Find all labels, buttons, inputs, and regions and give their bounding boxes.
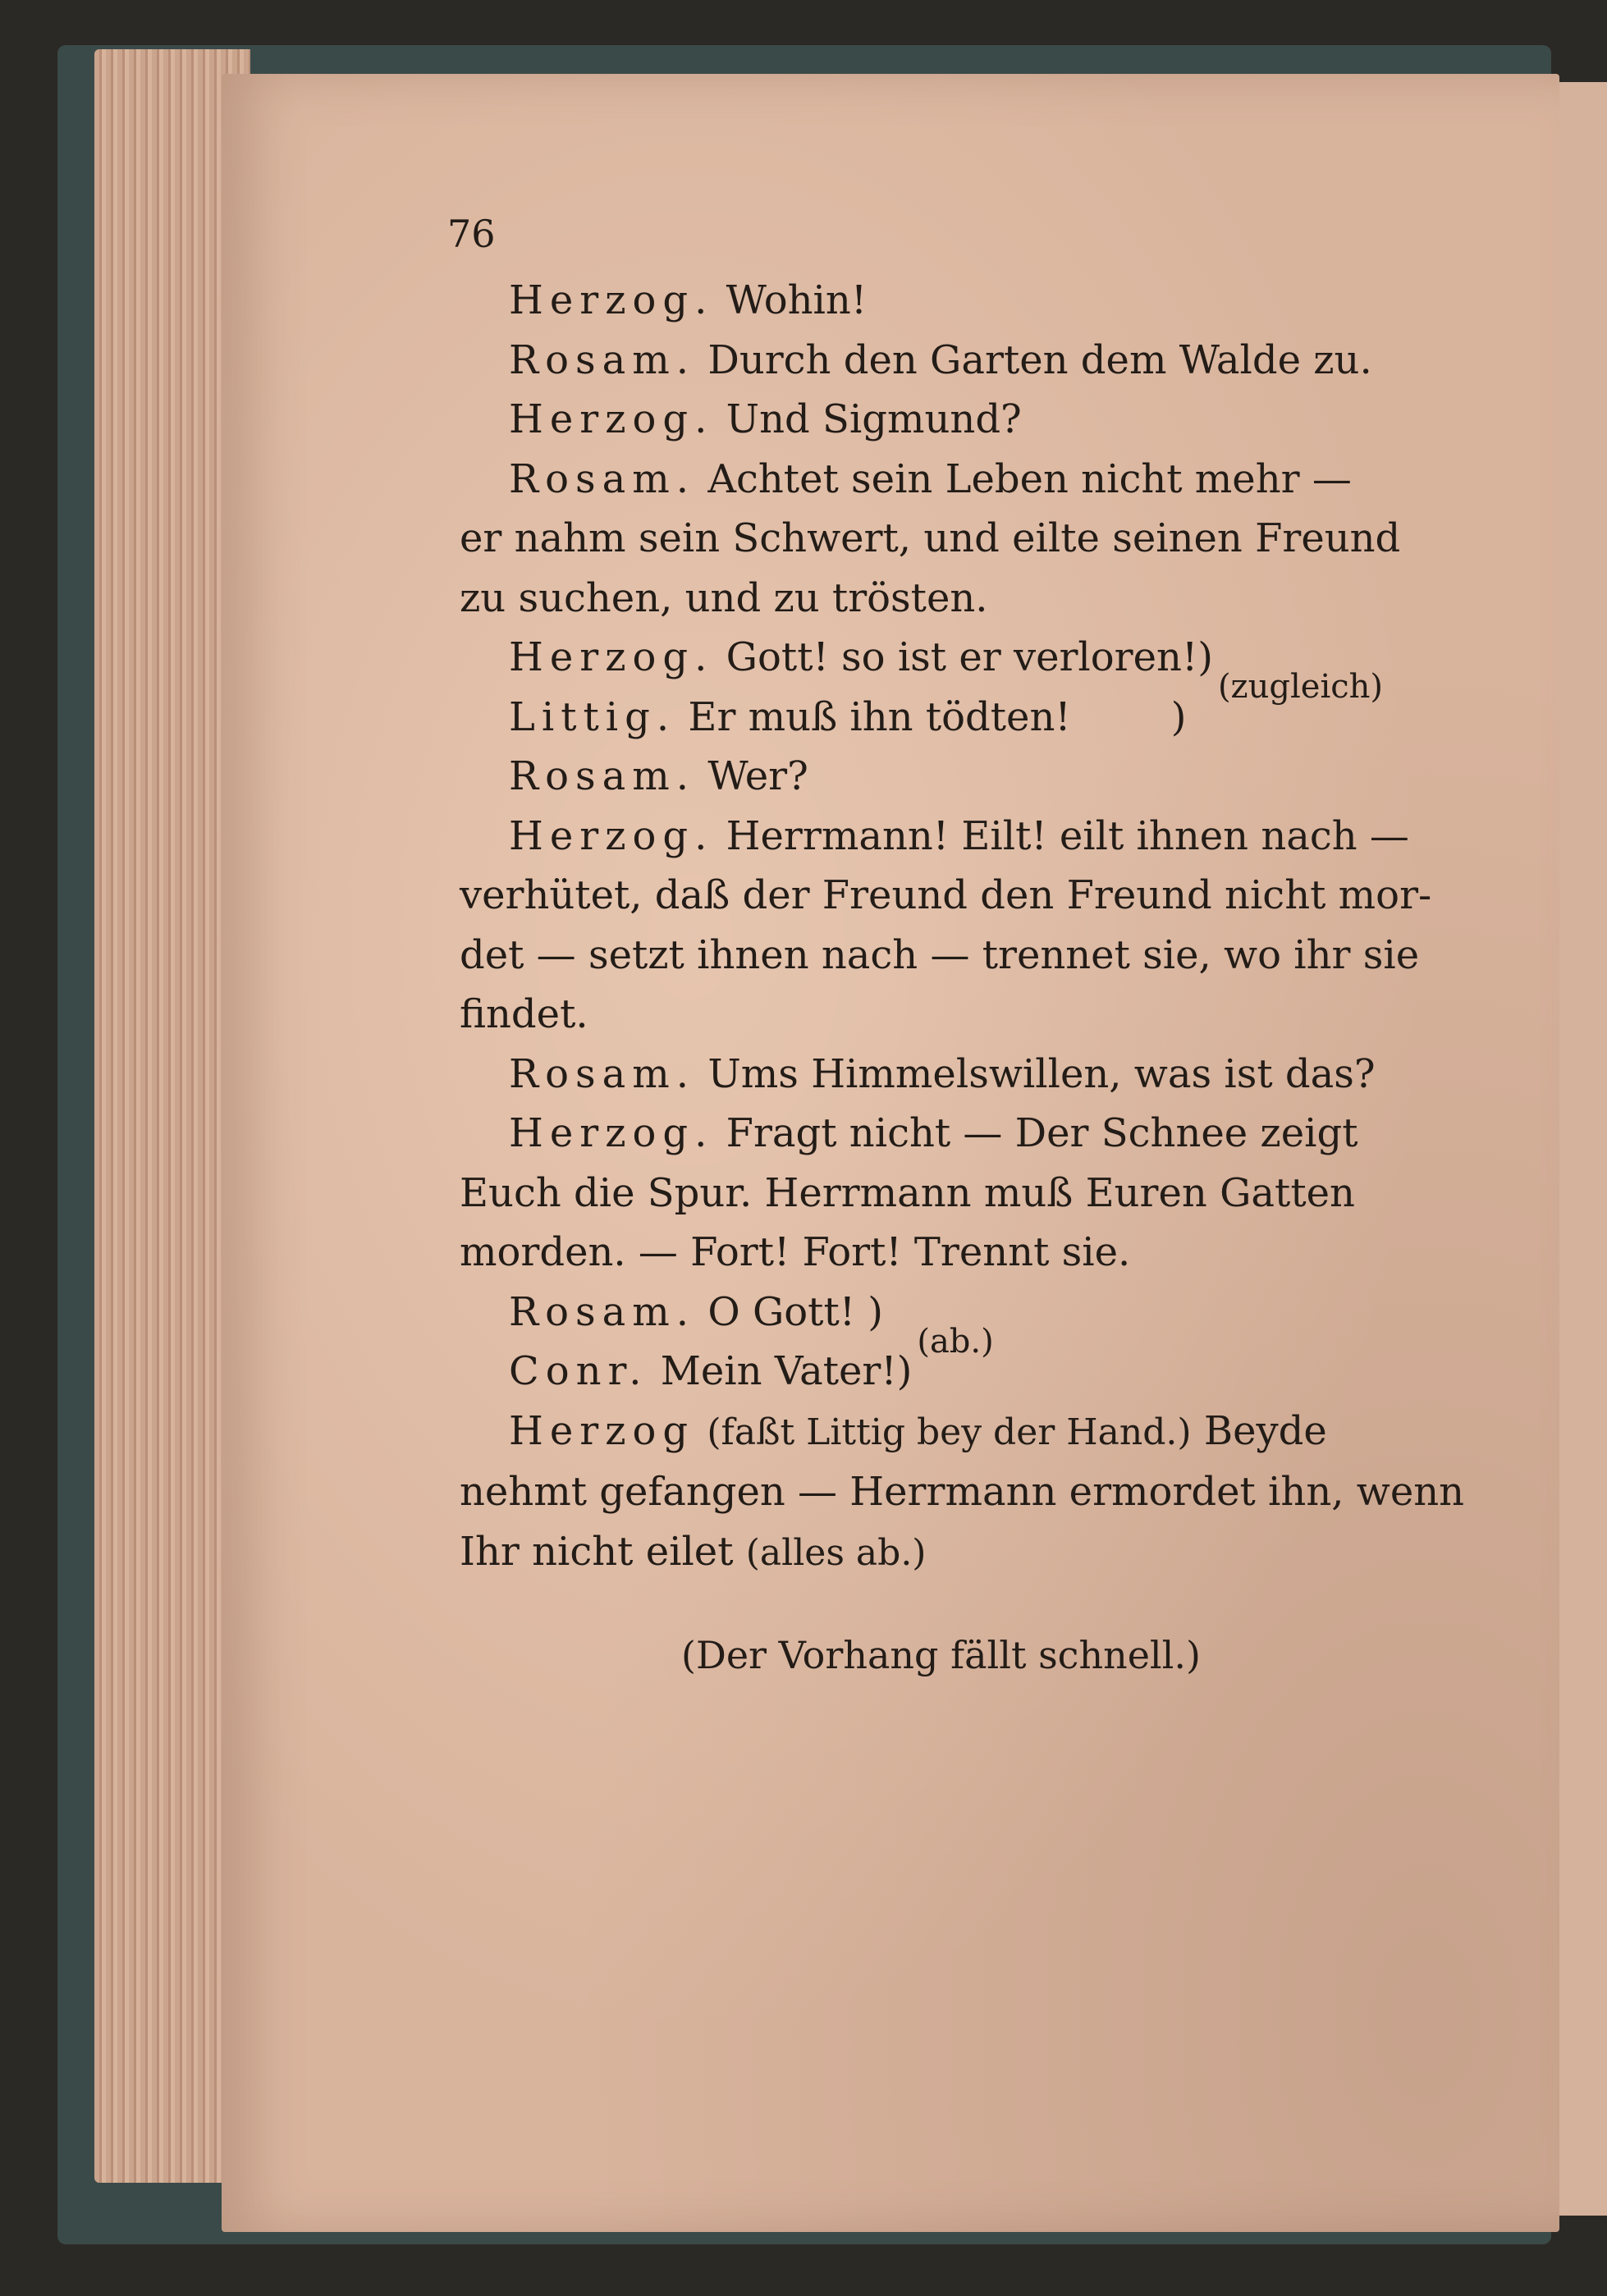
speaker-name: Rosam. xyxy=(509,336,696,383)
speaker-name: Herzog. xyxy=(509,277,714,323)
play-text xyxy=(460,271,1465,1583)
dialogue: nehmt gefangen — Herrmann ermordet ihn, wenn xyxy=(460,1469,1465,1515)
dialogue: Gott! so ist er verloren!) xyxy=(726,634,1213,680)
speaker-name: Herzog. xyxy=(509,812,714,859)
simultaneous-lines xyxy=(460,1283,1412,1402)
facing-page-edge xyxy=(1551,82,1607,2216)
text-line xyxy=(460,628,1213,688)
speaker-name: Conr. xyxy=(509,1348,648,1394)
dialogue: morden. — Fort! Fort! Trennt sie. xyxy=(460,1229,1131,1275)
dialogue: Ihr nicht eilet xyxy=(460,1528,734,1575)
text-line xyxy=(460,1045,1412,1105)
text-line xyxy=(460,569,1412,629)
speaker-name: Rosam. xyxy=(509,1288,696,1335)
speaker-name: Herzog. xyxy=(509,634,714,680)
speaker-name: Rosam. xyxy=(509,753,696,799)
stage-direction: (faßt Littig bey der Hand.) xyxy=(707,1411,1192,1453)
dialogue: Herrmann! Eilt! eilt ihnen nach — xyxy=(726,812,1409,859)
dialogue: verhütet, daß der Freund den Freund nicht mor- xyxy=(460,872,1432,918)
dialogue: Achtet sein Leben nicht mehr — xyxy=(707,455,1352,502)
text-line xyxy=(460,1223,1412,1283)
text-line xyxy=(460,271,1412,331)
dialogue: Ums Himmelswillen, was ist das? xyxy=(707,1050,1376,1097)
text-line xyxy=(460,1402,1412,1463)
text-line xyxy=(460,331,1412,391)
text-line xyxy=(460,390,1412,450)
dialogue: er nahm sein Schwert, und eilte seinen Freund xyxy=(460,515,1401,561)
page-number: 76 xyxy=(447,212,496,256)
stage-direction: (ab.) xyxy=(917,1322,994,1361)
simultaneous-lines xyxy=(460,628,1412,747)
text-line xyxy=(460,450,1412,510)
text-line xyxy=(460,1342,912,1402)
dialogue: Beyde xyxy=(1203,1407,1327,1454)
closing-direction: (Der Vorhang fällt schnell.) xyxy=(681,1633,1201,1677)
speaker-name: Herzog. xyxy=(509,1110,714,1156)
text-line xyxy=(460,1522,1412,1584)
text-line xyxy=(460,1164,1412,1223)
dialogue: Wer? xyxy=(707,753,808,799)
text-line xyxy=(460,926,1420,986)
speaker-name: Herzog xyxy=(509,1407,695,1454)
dialogue: findet. xyxy=(460,991,588,1037)
dialogue: Und Sigmund? xyxy=(726,396,1022,442)
text-line xyxy=(460,747,1412,807)
dialogue: det — setzt ihnen nach — trennet sie, wo ihr sie xyxy=(460,931,1420,978)
stage-direction: (zugleich) xyxy=(1217,668,1384,707)
text-line xyxy=(460,1104,1412,1164)
speaker-name: Herzog. xyxy=(509,396,714,442)
speaker-name: Rosam. xyxy=(509,1050,696,1097)
dialogue: Er muß ihn tödten! ) xyxy=(688,693,1187,740)
dialogue: Euch die Spur. Herrmann muß Euren Gatten xyxy=(460,1169,1355,1216)
speaker-name: Littig. xyxy=(509,693,676,740)
text-line xyxy=(460,985,1412,1045)
text-line xyxy=(460,688,1213,748)
dialogue: Mein Vater!) xyxy=(660,1348,913,1394)
text-line xyxy=(460,1462,1465,1522)
text-line xyxy=(460,1283,912,1342)
dialogue: Durch den Garten dem Walde zu. xyxy=(707,336,1372,383)
dialogue: zu suchen, und zu trösten. xyxy=(460,574,988,621)
dialogue: Wohin! xyxy=(726,277,868,323)
text-line xyxy=(460,866,1432,926)
speaker-name: Rosam. xyxy=(509,455,696,502)
dialogue: O Gott! ) xyxy=(707,1288,884,1335)
text-line xyxy=(460,807,1412,867)
dialogue: Fragt nicht — Der Schnee zeigt xyxy=(726,1110,1358,1156)
stage-direction: (alles ab.) xyxy=(745,1531,927,1574)
text-line xyxy=(460,509,1412,569)
